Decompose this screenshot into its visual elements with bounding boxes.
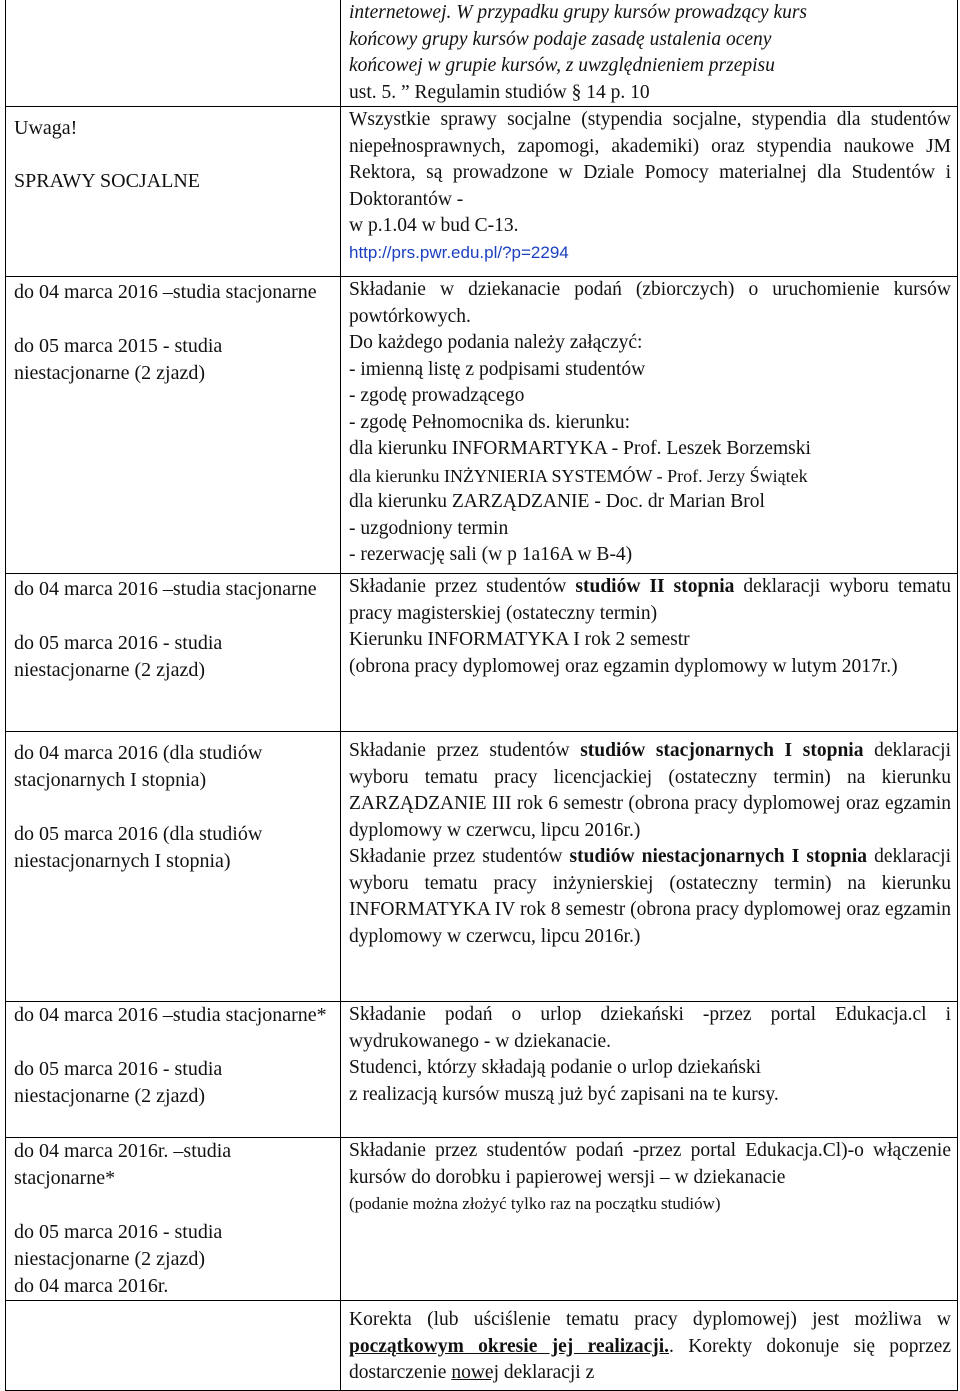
- table-row: [6, 277, 958, 574]
- deadline-part-time: do 05 marca 2016 (dla studiów niestacjonarnych I stopnia): [14, 823, 263, 872]
- deadline-cell: [6, 0, 341, 107]
- deadline-cell: [6, 277, 341, 574]
- description-cell: [341, 277, 958, 574]
- table-row: [6, 1301, 958, 1391]
- table-row: [6, 1138, 958, 1301]
- leave-note: z realizacją kursów muszą już być zapisani na te kursy.: [349, 1083, 779, 1105]
- schedule-table: [5, 0, 958, 1391]
- engineer-part-time-declaration: Składanie przez studentów studiów niestacjonarnych I stopnia deklaracji wyboru tematu pracy inżynierskiej (ostateczny termin) na kierunku INFORMATYKA IV rok 8 semestr (obrona pracy dyplomowej oraz egzamin dyplomowy w czerwcu, lipcu 2016r.): [349, 846, 952, 947]
- description-cell: [341, 732, 958, 1002]
- deadline-part-time: do 05 marca 2016 - studia niestacjonarne (2 zjazd): [14, 1058, 223, 1107]
- text-line: końcowej w grupie kursów, z uwzględnieniem przepisu: [349, 55, 775, 76]
- attachment-item: - zgodę prowadzącego: [349, 385, 525, 406]
- deadline-cell: [6, 574, 341, 732]
- description-cell: [341, 0, 958, 107]
- table-row: [6, 1002, 958, 1138]
- deadline-stationary: do 04 marca 2016 (dla studiów stacjonarnych I stopnia): [14, 742, 263, 791]
- leave-note: Studenci, którzy składają podanie o urlop dziekański: [349, 1057, 762, 1078]
- description-cell: [341, 107, 958, 277]
- attachment-item: - rezerwację sali (w p 1a16A w B-4): [349, 544, 633, 565]
- major-year: Kierunku INFORMATYKA I rok 2 semestr: [349, 629, 690, 650]
- major-coordinator: dla kierunku INFORMARTYKA - Prof. Leszek Borzemski: [349, 438, 811, 459]
- deadline-stationary: do 04 marca 2016 –studia stacjonarne: [14, 578, 317, 600]
- major-coordinator: dla kierunku ZARZĄDZANIE - Doc. dr Marian Brol: [349, 491, 765, 512]
- description-cell: [341, 1301, 958, 1391]
- attachment-item: - imienną listę z podpisami studentów: [349, 358, 646, 380]
- table-row: [6, 574, 958, 732]
- deadline-cell: [6, 1138, 341, 1301]
- italic-continuation: [349, 0, 951, 80]
- description-cell: [341, 1138, 958, 1301]
- description-cell: [341, 1002, 958, 1138]
- deadline-part-time: do 05 marca 2016 - studia niestacjonarne (2 zjazd): [14, 632, 223, 681]
- repeat-courses-intro: Składanie w dziekanacie podań (zbiorczych) o uruchomienie kursów powtórkowych.: [349, 279, 951, 327]
- table-row: [6, 0, 958, 107]
- text-line: końcowy grupy kursów podaje zasadę ustalenia oceny: [349, 28, 772, 50]
- topic-correction-text: Korekta (lub uściślenie tematu pracy dyplomowej) jest możliwa w początkowym okresie jej realizacji.. Korekty dokonuje się poprzez dostarczenie nowej deklaracji z: [349, 1309, 951, 1383]
- social-affairs-link[interactable]: http://prs.pwr.edu.pl/?p=2294: [349, 242, 569, 262]
- room-location: w p.1.04 w bud C-13.: [349, 215, 519, 236]
- leave-application-text: Składanie podań o urlop dziekański -przez portal Edukacja.cl i wydrukowanego - w dziekanacie.: [349, 1004, 951, 1052]
- deadline-part-time: do 05 marca 2015 - studia niestacjonarne (2 zjazd): [14, 335, 223, 384]
- deadline-cell: [6, 1002, 341, 1138]
- note-heading: Uwaga!: [14, 117, 78, 139]
- attachment-item: - zgodę Pełnomocnika ds. kierunku:: [349, 411, 631, 433]
- deadline-stationary: do 04 marca 2016 –studia stacjonarne*: [14, 1004, 327, 1026]
- course-inclusion-text: Składanie przez studentów podań -przez portal Edukacja.Cl)-o włączenie kursów do dorobku i papierowej wersji – w dziekanacie: [349, 1140, 951, 1188]
- attachment-heading: Do każdego podania należy załączyć:: [349, 332, 643, 353]
- major-coordinator: dla kierunku INŻYNIERIA SYSTEMÓW - Prof. Jerzy Świątek: [349, 465, 808, 486]
- social-affairs-text: Wszystkie sprawy socjalne (stypendia socjalne, stypendia dla studentów niepełnosprawnych, zapomogi, akademiki) oraz stypendia naukowe JM Rektora, są prowadzone w Dziale Pomocy materialnej dla Studentów i Doktorantów -: [349, 109, 951, 210]
- regulation-reference: ust. 5. ” Regulamin studiów § 14 p. 10: [349, 81, 650, 103]
- deadline-cell: [6, 1301, 341, 1391]
- section-heading: SPRAWY SOCJALNE: [14, 170, 201, 192]
- deadline-part-time: do 05 marca 2016 - studia niestacjonarne (2 zjazd): [14, 1221, 223, 1270]
- masters-declaration: Składanie przez studentów studiów II stopnia deklaracji wyboru tematu pracy magisterskiej (ostateczny termin): [349, 576, 952, 624]
- table-row: [6, 107, 958, 277]
- table-row: [6, 732, 958, 1002]
- deadline-cell: [6, 732, 341, 1002]
- description-cell: [341, 574, 958, 732]
- deadline-cell: [6, 107, 341, 277]
- attachment-item: - uzgodniony termin: [349, 517, 509, 539]
- defense-note: (obrona pracy dyplomowej oraz egzamin dyplomowy w lutym 2017r.): [349, 655, 898, 677]
- bachelor-stationary-declaration: Składanie przez studentów studiów stacjonarnych I stopnia deklaracji wyboru tematu pracy licencjackiej (ostateczny termin) na kierunku ZARZĄDZANIE III rok 6 semestr (obrona pracy dyplomowej oraz egzamin dyplomowy w czerwcu, lipcu 2016r.): [349, 740, 951, 841]
- deadline-stationary: do 04 marca 2016r. –studia stacjonarne*: [14, 1140, 232, 1189]
- deadline-correction: do 04 marca 2016r.: [14, 1275, 169, 1297]
- deadline-stationary: do 04 marca 2016 –studia stacjonarne: [14, 281, 317, 303]
- text-line: internetowej. W przypadku grupy kursów prowadzący kurs: [349, 2, 808, 23]
- course-inclusion-note: (podanie można złożyć tylko raz na początku studiów): [349, 1194, 721, 1213]
